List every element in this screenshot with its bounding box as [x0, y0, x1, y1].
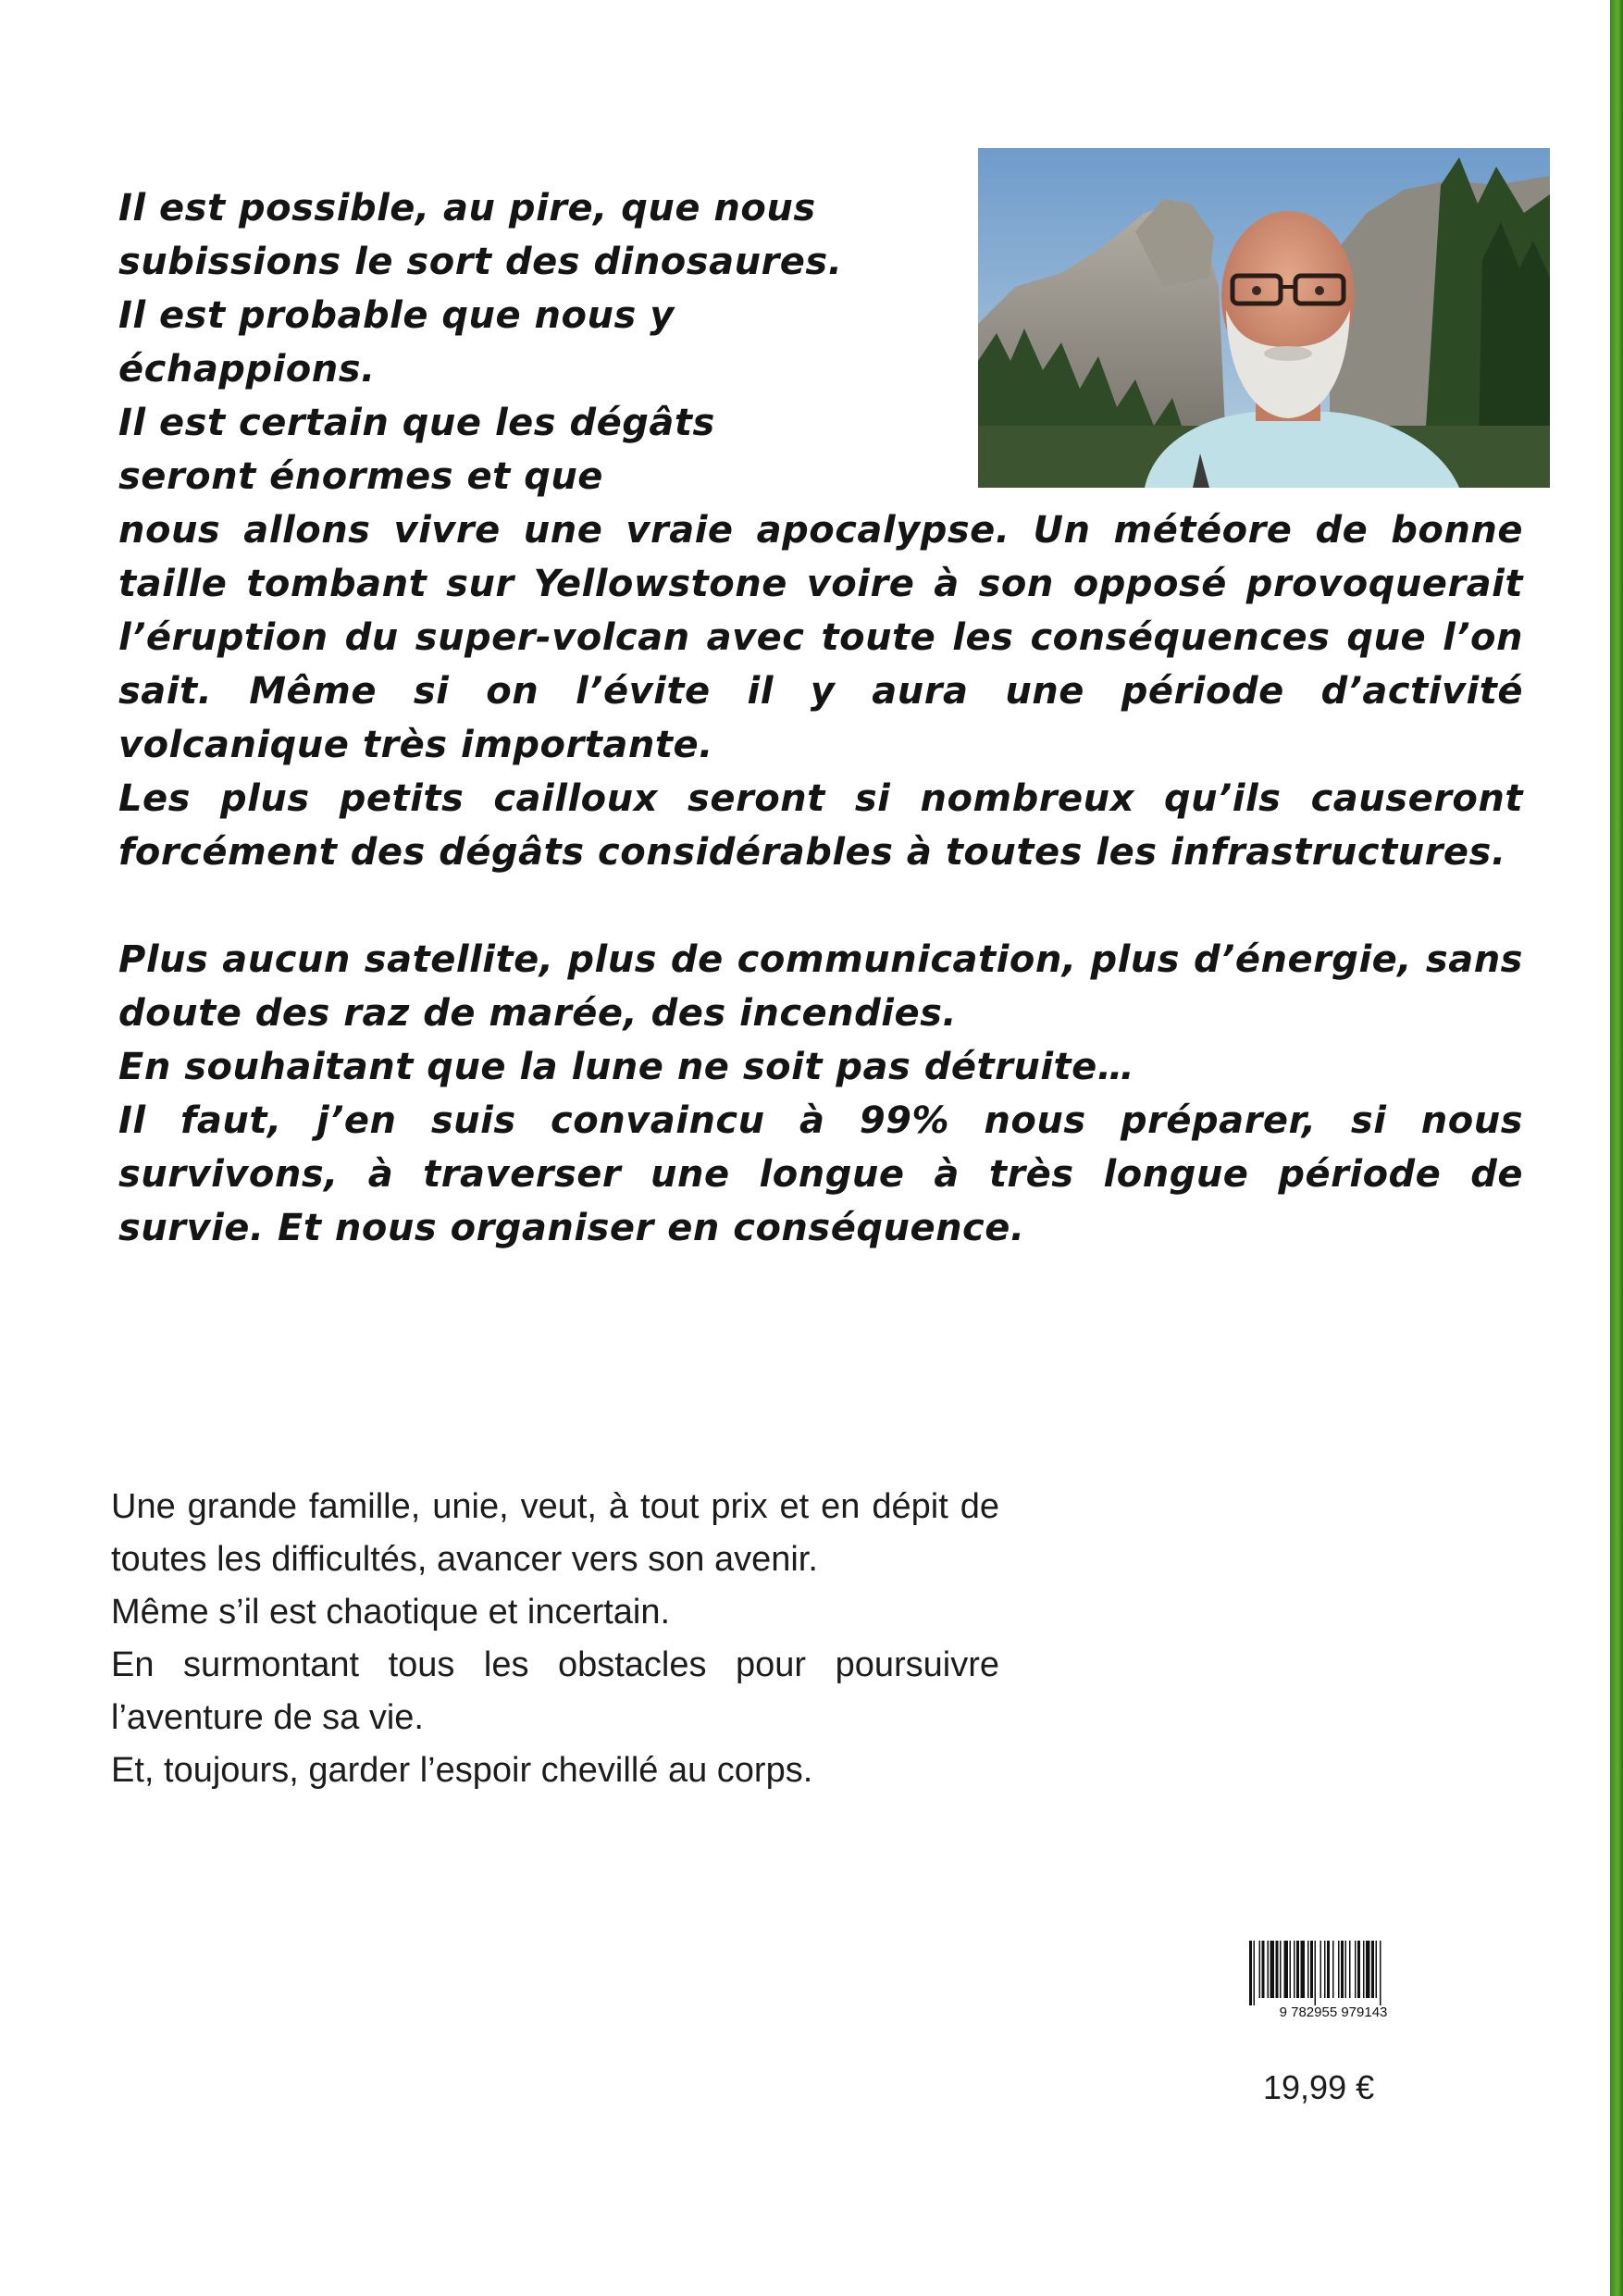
barcode-bar [1355, 1941, 1357, 1998]
barcode-bar [1341, 1941, 1344, 1998]
barcode-bar [1290, 1941, 1292, 1998]
barcode-bar [1254, 1941, 1256, 2005]
barcode-bar [1262, 1941, 1265, 1998]
barcode-bar [1363, 1941, 1365, 1998]
body-paragraph: En souhaitant que la lune ne soit pas détruite… [118, 1046, 1135, 1088]
barcode-bar [1280, 1941, 1282, 1998]
barcode-bar [1259, 1941, 1261, 1998]
barcode-bar [1294, 1941, 1295, 1998]
barcode-bar [1284, 1941, 1289, 1998]
intro-line: seront énormes et que [118, 455, 603, 498]
intro-line: Il est probable que nous y [118, 294, 675, 337]
author-photo [978, 148, 1550, 488]
barcode-bar [1296, 1941, 1299, 1998]
barcode-bar [1268, 1941, 1270, 1998]
summary-paragraph: Même s’il est chaotique et incertain. [111, 1593, 671, 1632]
body-paragraph: nous allons vivre une vraie apocalypse. Un météore de bonne taille tombant sur Yellowstone voire à son opposé provoquerait l’éruption du super-volcan avec toute les conséquences que l’on sait. Même si on l’évite il y aura une période d’activité volcanique très importante. [118, 509, 1523, 766]
barcode-bar [1366, 1941, 1370, 1998]
barcode-bar [1324, 1941, 1326, 1998]
barcode-bar [1315, 1941, 1317, 2005]
summary-paragraph: Une grande famille, unie, veut, à tout prix et en dépit de toutes les difficultés, avancer vers son avenir. [111, 1487, 999, 1579]
body-paragraph: Les plus petits cailloux seront si nombreux qu’ils causeront forcément des dégâts considérables à toutes les infrastructures. [118, 777, 1523, 874]
barcode-bar [1376, 1941, 1378, 1998]
price: 19,99 € [1263, 2068, 1375, 2106]
barcode-bar [1345, 1941, 1347, 1998]
barcode-bar [1332, 1941, 1334, 1998]
intro-line: échappions. [118, 348, 376, 391]
barcode-bar [1307, 1941, 1309, 1998]
barcode-bar [1371, 1941, 1374, 1998]
summary-paragraph: En surmontant tous les obstacles pour poursuivre l’aventure de sa vie. [111, 1645, 999, 1737]
barcode-bar [1338, 1941, 1340, 1998]
intro-line: Il est certain que les dégâts [118, 402, 715, 444]
isbn-barcode [1240, 1937, 1427, 2020]
barcode-bar [1270, 1941, 1275, 1998]
barcode-bar [1327, 1941, 1330, 1998]
barcode-bar [1357, 1941, 1360, 1998]
barcode-bar [1310, 1941, 1313, 1998]
barcode-bar [1380, 1941, 1381, 2005]
barcode-bar [1249, 1941, 1252, 2005]
barcode-bar [1276, 1941, 1279, 1998]
barcode-bar [1320, 1941, 1322, 1998]
barcode-bar [1349, 1941, 1351, 1998]
body-paragraph: Plus aucun satellite, plus de communication, plus d’énergie, sans doute des raz de marée, des incendies. [118, 938, 1523, 1035]
summary-block [111, 1481, 999, 1797]
barcode-bar [1301, 1941, 1306, 1998]
green-edge-strip [1610, 0, 1623, 2296]
body-paragraph: Il faut, j’en suis convaincu à 99% nous préparer, si nous survivons, à traverser une longue à très longue période de survie. Et nous organiser en conséquence. [118, 1099, 1523, 1249]
barcode-digits: 9 782955 979143 [1279, 2004, 1388, 2020]
intro-line: Il est possible, au pire, que nous [118, 187, 816, 230]
summary-paragraph: Et, toujours, garder l’espoir chevillé au corps. [111, 1751, 813, 1790]
intro-line: subissions le sort des dinosaures. [118, 241, 843, 283]
